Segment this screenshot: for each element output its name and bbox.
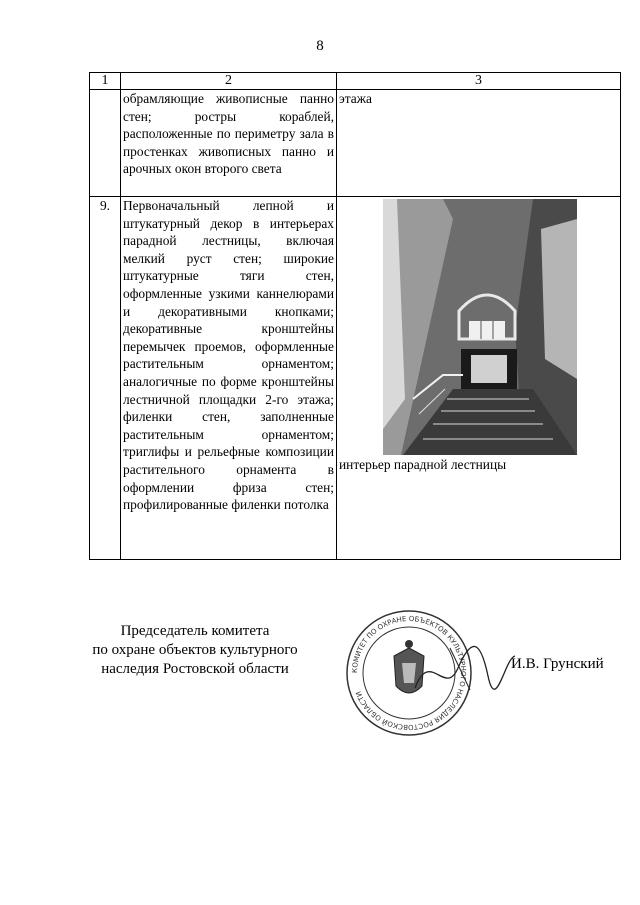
column-header-2: 2 [121, 73, 337, 90]
row-illustration-text: этажа [337, 90, 621, 197]
table-row [90, 90, 621, 197]
signer-name: И.В. Грунский [511, 656, 604, 672]
photo-caption: интерьер парадной лестницы [339, 457, 507, 472]
staircase-photo [383, 199, 577, 455]
row-description: обрамляющие живописные панно стен; ростры кораблей, расположенные по периметру зала в простенках живописных панно и арочных окон второго света [121, 90, 337, 197]
row-illustration [337, 197, 621, 560]
column-header-3: 3 [337, 73, 621, 90]
handwritten-signature [410, 628, 520, 708]
svg-text:КОМИТЕТ ПО ОХРАНЕ ОБЪЕКТОВ КУЛ: КОМИТЕТ ПО ОХРАНЕ ОБЪЕКТОВ КУЛЬТУРНОГО НАСЛЕДИЯ РОСТОВСКОЙ ОБЛАСТИ [350, 614, 468, 732]
signer-position [90, 622, 300, 679]
row-number [90, 90, 121, 197]
row-description: Первоначальный лепной и штукатурный декор в интерьерах парадной лестницы, включая мелкий руст стен; широкие штукатурные тяги стен, оформленные узкими каннелюрами и декоративными кнопками; декоративные кронштейны перемычек проемов, оформленные растительным орнаментом; аналогичные по форме кронштейны лестничной площадки 2-го этажа; филенки стен, заполненные растительным орнаментом; триглифы и рельефные композиции растительного орнамента в оформлении фриза стен; профилированные филенки потолка [121, 197, 337, 560]
objects-table [89, 72, 621, 560]
signer-position-line: наследия Ростовской области [101, 661, 289, 677]
page-number: 8 [316, 38, 324, 54]
table-row [90, 197, 621, 560]
signer-position-line: Председатель комитета [120, 623, 270, 639]
table-header-row [90, 73, 621, 90]
column-header-1: 1 [90, 73, 121, 90]
signer-position-line: по охране объектов культурного [92, 642, 298, 658]
row-number: 9. [90, 197, 121, 560]
